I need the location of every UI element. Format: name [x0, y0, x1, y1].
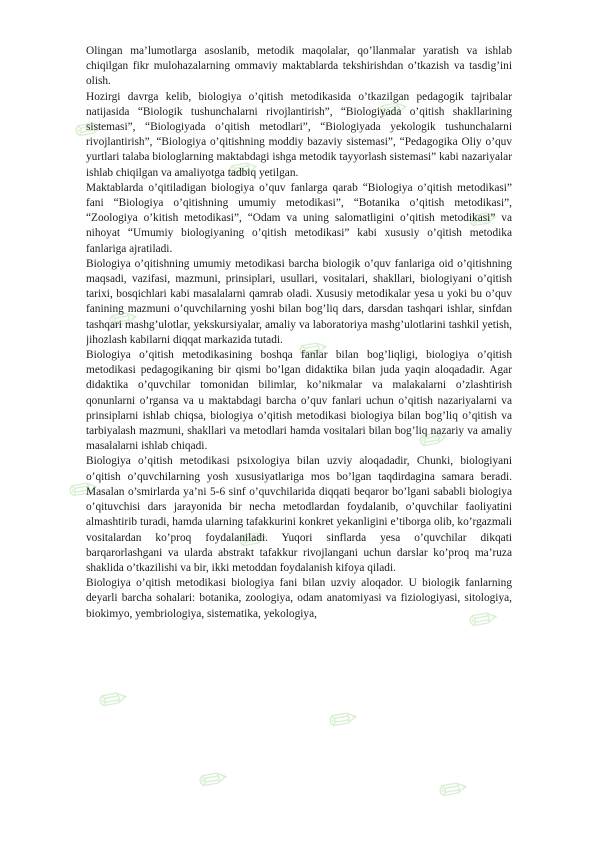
watermark-glyph: ✎	[459, 196, 509, 244]
watermark-glyph: ✎	[59, 466, 109, 514]
paragraph-1: Olingan ma’lumotlarga asoslanib, metodik maqolalar, qo’llanmalar yaratish va ishlab chiqilgan fikr mulohazalarning ommaviy maktablarda tekshirishdan o’tkazish va tasdig’ini olish.	[86, 45, 512, 88]
paragraph-6: Biologiya o’qitish metodikasi psixologiya bilan uzviy aloqadadir, Chunki, biologiyani o’qitish o’quvchilarning yosh xususiyatlariga mos bo’lgan taqdirdagina samara beradi. Masalan o’smirlarda ya’ni 5-6 sinf o’quvchilarida diqqati beqaror bo’lgani sababli biologiya o’qituvchisi dars jarayonida bir necha metodlardan foydalanib, o’quvchilar faoliyatini almashtirib turadi, hamda ularning tafakkurini konkret yekanligini e’tiborga olib, ko’rgazmali vositalardan ko’proq foydalaniladi. Yuqori sinflarda yesa o’quvchilar dikqati barqarorlashgani va ularda abstrakt tafakkur rivojlangani uchun darslar ko’proq ma’ruza shaklida o’tkazilishi va bir, ikki metoddan foydalanish kifoya qiladi.	[86, 455, 512, 574]
watermark-glyph: ✎	[409, 416, 459, 464]
watermark-glyph: ✎	[89, 676, 139, 724]
watermark-glyph: ✎	[65, 106, 115, 154]
document-body	[86, 44, 512, 622]
watermark-glyph: ✎	[219, 146, 269, 194]
paragraph-4: Biologiya o’qitishning umumiy metodikasi barcha biologik o’quv fanlariga oid o’qitishning maqsadi, vazifasi, mazmuni, prinsiplari, usullari, vositalari, shakllari, biologiyani o’qitish tarixi, bosqichlari kabi masalalarni qamrab oladi. Xususiy metodikalar yesa u yoki bu o’quv fanining mazmuni o’quvchilarning yoshi bilan bog’liq dars, darsdan tashqari ishlar, sinfdan tashqari mashg’ulotlar, yekskursiyalar, amaliy va laboratoriya mashg’ulotlarini tashkil yetish, jihozlash kabilarni diqqat markazida tutadi.	[86, 257, 512, 346]
paragraph-7: Biologiya o’qitish metodikasi biologiya fani bilan uzviy aloqador. U biologik fanlarning deyarli barcha sohalari: botanika, zoologiya, odam anatomiyasi va fiziologiyasi, sitologiya, biokimyo, yembriologiya, sistematika, yekologiya,	[86, 577, 512, 620]
watermark-glyph: ✎	[229, 516, 279, 564]
watermark-glyph: ✎	[319, 696, 369, 744]
watermark-glyph: ✎	[289, 326, 339, 374]
paragraph-5: Biologiya o’qitish metodikasining boshqa fanlar bilan bog’liqligi, biologiya o’qitish metodikasi pedagogikaning bir qismi bo’lgan didaktika bilan juda yaqin aloqadadir. Agar didaktika o’quvchilar tomonidan bilimlar, ko’nikmalar va malakalarni o’zlashtirish qonunlarni o’rgansa va u maktabdagi barcha o’quv fanlari uchun o’qitish nazariyalarni va prinsiplarni ishlab chiqsa, biologiya o’qitish metodikasi biologiya bilan bog’liq o’qitish va tarbiyalash mazmuni, shakllari va metodlari hamda vositalari bilan bog’liq nazariy va amaliy masalalarni ishlab chiqadi.	[86, 349, 512, 453]
watermark-glyph: ✎	[369, 86, 419, 134]
watermark-glyph: ✎	[99, 296, 149, 344]
watermark-glyph: ✎	[459, 596, 509, 644]
watermark-glyph: ✎	[189, 756, 239, 804]
paragraph-3: Maktablarda o’qitiladigan biologiya o’quv fanlarga qarab “Biologiya o’qitish metodikasi” fani “Biologiya o’qitishning umumiy metodikasi”, “Botanika o’qitish metodikasi”, “Zoologiya o’kitish metodikasi”, “Odam va uning salomatligini o’qitish metodikasi” va nihoyat “Umumiy biologiyaning o’qitish metodikasi” kabi xususiy o’qitish metodika fanlariga ajratiladi.	[86, 181, 512, 255]
watermark-glyph: ✎	[429, 766, 479, 814]
document-page	[86, 44, 512, 824]
paragraph-2: Hozirgi davrga kelib, biologiya o’qitish metodikasida o’tkazilgan pedagogik tajribalar natijasida “Biologik tushunchalarni rivojlantirish”, “Biologiyada o’qitish shakllarining sistemasi”, “Biologiyada o’qitish metodlari”, “Biologiyada yekologik tushunchalarni rivojlantirish”, “Biologiya o’qitishning moddiy bazaviy sistemasi”, “Pedagogika Oliy o’quv yurtlari talaba biologlarning maktabdagi ishga metodik tayyorlash sistemasi” kabi nazariyalar ishlab chiqilgan va amaliyotga tadbiq yetilgan.	[86, 90, 512, 179]
